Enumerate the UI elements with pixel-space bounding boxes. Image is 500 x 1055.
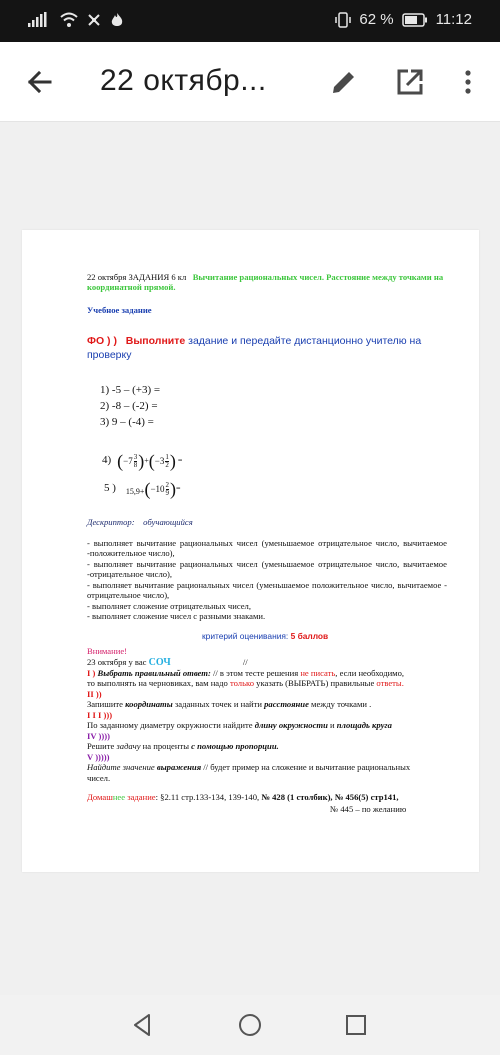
descriptor-line-1: - выполняет вычитание рациональных чисел (уменьшаемое отрицательное число, вычитаемое -положительное число), [87,538,447,559]
soch-badge: СОЧ [148,657,171,668]
clock: 11:12 [435,11,472,28]
signal-icon [28,12,52,28]
task-list [100,383,160,431]
vibrate-icon [335,12,351,28]
task-4-a-int: −7 [123,455,133,466]
soch-prefix: 23 октября у вас [87,657,147,667]
task-4-a-num: 3 [133,452,138,461]
task-4-a-den: 8 [133,460,138,469]
criteria-value: 5 баллов [290,631,329,641]
task-4-b-int: −3 [154,455,165,466]
header-topic: Вычитание рациональных чисел. Расстояние между точками на координатной прямой. [87,272,444,293]
descriptor-line-5: - выполняет сложение чисел с разными знаками. [87,611,266,622]
soch-slashes: // [242,657,248,667]
item-3-num: I I I ))) [87,710,113,720]
item-5-num: V ))))) [87,752,110,762]
task-5-eq: = [176,484,181,494]
header-date: 22 октября ЗАДАНИЯ 6 кл [87,272,187,282]
task-5-c-num: 2 [165,480,170,489]
attention: Внимание! [87,646,127,656]
task-4-b-num: 1 [165,452,169,461]
item-1: I ) Выбрать правильный ответ: // в этом тесте решения не писать, если необходимо, то выполнять на черновиках, вам надо только указать (ВЫБРАТЬ) правильные ответы. [87,668,405,689]
task-4-b-den: 2 [165,460,169,469]
item-1-num: I ) [87,668,96,678]
nav-back-icon[interactable] [130,1012,156,1038]
task-5-c-frac [166,482,170,497]
item-3: I I I ))) По заданному диаметру окружности найдите длину окружности и площадь круга [87,710,452,731]
descriptor-line-3: - выполняет вычитание рациональных чисел (уменьшаемое положительное число, вычитаемое - отрицательное число), [87,579,447,601]
homework-line-2: № 445 – по желанию [330,804,407,814]
task-4-b-frac [165,454,169,469]
descriptor-heading [87,517,193,527]
task-2: 2) -8 – (-2) = [100,399,158,412]
fo-rest-line2: проверку [87,349,132,362]
descriptor-who: обучающийся [143,517,193,527]
item-2-num: II )) [87,689,102,699]
fo-rest-line1: задание и передайте дистанционно учителю на [185,335,422,347]
descriptor-list [87,538,447,622]
task-4-num: 4) [102,454,112,467]
battery-icon [402,13,428,27]
task-5-prefix: 15,9+ [125,487,145,497]
item-2: II )) Запишите координаты заданных точек и найти расстояние между точками . [87,689,452,710]
fo-action: Выполните [125,335,186,347]
app-bar [0,42,500,122]
open-external-icon[interactable] [392,64,428,100]
pencil-icon[interactable] [326,64,362,100]
more-vert-icon[interactable] [456,64,480,100]
usb-icon [86,12,102,28]
item-5: V ))))) Найдите значение выражения // будет пример на сложение и вычитание рациональных чисел. [87,752,452,783]
task-5: 5 ) 15,9+ ( −10 $\frac{2}{9}$ ) = [104,479,181,499]
task-4-op: + [144,456,149,466]
arrow-back-icon[interactable] [20,62,60,102]
doc-header [87,272,447,293]
task-5-num: 5 ) [104,482,116,495]
fo-label: ФО ) ) [87,335,117,347]
wifi-icon [60,12,78,28]
task-5-c-int: −10 [150,483,165,494]
navigation-bar [0,995,500,1055]
fo-instruction [87,334,457,362]
descriptor-label: Дескриптор: [87,517,135,527]
task-5-c-den: 9 [165,488,170,497]
document-page [22,230,479,872]
item-1-bold: Выбрать правильный ответ: [97,668,211,678]
task-4-a-frac [134,454,138,469]
document-title: 22 октябр... [100,64,267,97]
flame-icon [110,12,124,28]
section-label: Учебное задание [87,305,152,315]
criteria [202,631,328,641]
task-4: 4) ( −7 $\frac{3}{8}$ ) + ( −3 $\frac{1}{2}$ ) = [102,451,183,471]
task-3: 3) 9 – (-4) = [100,415,154,428]
task-4-eq: = [177,456,183,466]
nav-home-icon[interactable] [237,1012,263,1038]
battery-percent: 62 % [359,11,394,28]
item-4-num: IV )))) [87,731,110,741]
nav-recents-icon[interactable] [343,1012,369,1038]
task-1: 1) -5 – (+3) = [100,384,161,396]
item-4: IV )))) Решите задачу на проценты с помощью пропорции. [87,731,452,752]
criteria-label: критерий оценивания: [202,631,289,641]
descriptor-line-4: - выполняет сложение отрицательных чисел, [87,600,251,611]
descriptor-line-2: - выполняет вычитание рациональных чисел (уменьшаемое отрицательное число, вычитаемое -отрицательное число), [87,558,447,580]
status-bar [0,0,500,42]
homework: Домашнее задание: §2.11 стр.133-134, 139-140, № 428 (1 столбик), № 456(5) стр141, [87,792,399,802]
